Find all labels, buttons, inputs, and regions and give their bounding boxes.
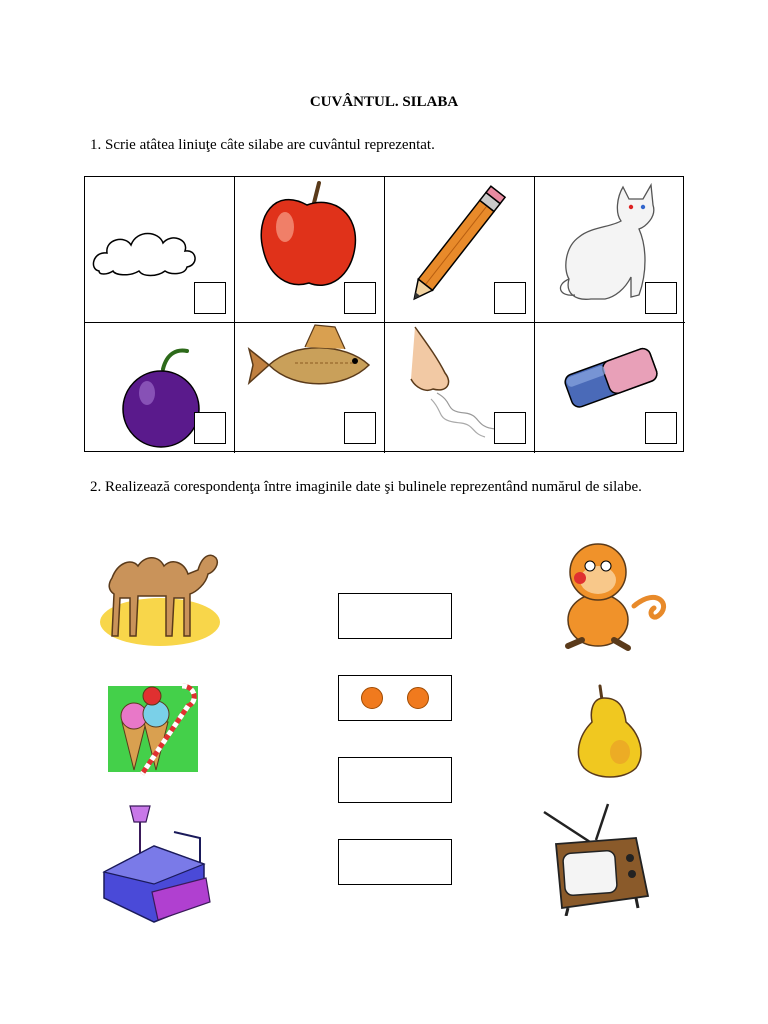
grid-cell-cloud bbox=[85, 177, 235, 323]
grid-cell-nose bbox=[385, 323, 535, 453]
syllable-picture-grid bbox=[84, 176, 684, 452]
grid-cell-fish bbox=[235, 323, 385, 453]
bed-icon bbox=[94, 802, 216, 926]
grid-cell-plum bbox=[85, 323, 235, 453]
grid-cell-cat bbox=[535, 177, 685, 323]
syllable-answer-box[interactable] bbox=[494, 412, 526, 444]
syllable-dot-box-4[interactable] bbox=[338, 839, 452, 885]
page-title: CUVÂNTUL. SILABA bbox=[309, 94, 459, 110]
syllable-answer-box[interactable] bbox=[645, 282, 677, 314]
pear-icon bbox=[570, 682, 650, 780]
exercise-1-instruction: 1. Scrie atâtea liniuţe câte silabe are cuvântul reprezentat. bbox=[90, 137, 435, 153]
syllable-dot-box-2[interactable] bbox=[338, 675, 452, 721]
camel-icon bbox=[98, 536, 226, 648]
syllable-dot-box-1[interactable] bbox=[338, 593, 452, 639]
syllable-dot bbox=[407, 687, 429, 709]
syllable-dot bbox=[361, 687, 383, 709]
syllable-answer-box[interactable] bbox=[344, 412, 376, 444]
syllable-answer-box[interactable] bbox=[494, 282, 526, 314]
grid-cell-pencil bbox=[385, 177, 535, 323]
syllable-answer-box[interactable] bbox=[194, 412, 226, 444]
syllable-answer-box[interactable] bbox=[645, 412, 677, 444]
syllable-dot-box-3[interactable] bbox=[338, 757, 452, 803]
syllable-answer-box[interactable] bbox=[344, 282, 376, 314]
monkey-icon bbox=[548, 536, 668, 660]
syllable-answer-box[interactable] bbox=[194, 282, 226, 314]
exercise-2-instruction: 2. Realizează corespondenţa între imaginile date şi bulinele reprezentând numărul de silabe. bbox=[90, 479, 642, 495]
tv-icon bbox=[540, 798, 652, 916]
ice-cream-icon bbox=[108, 682, 204, 776]
grid-cell-apple bbox=[235, 177, 385, 323]
grid-cell-eraser bbox=[535, 323, 685, 453]
